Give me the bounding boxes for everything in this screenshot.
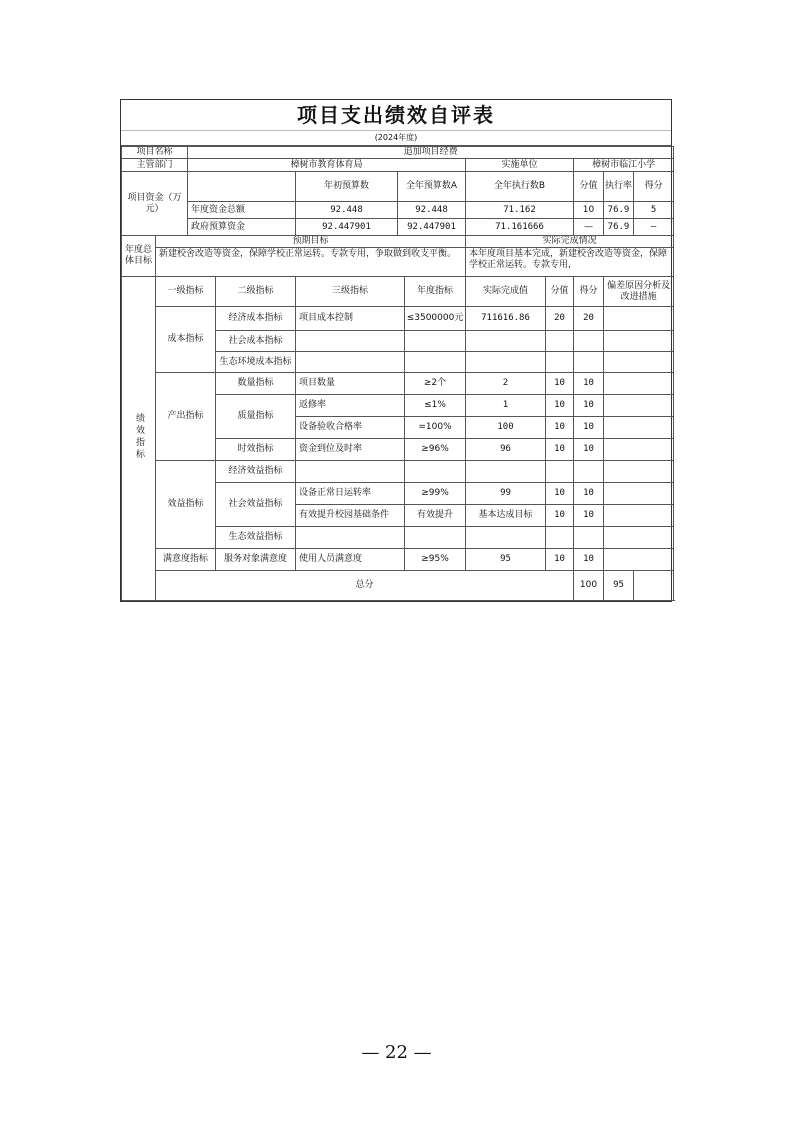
perf-l2: 服务对象满意度 bbox=[216, 549, 296, 571]
total-score: 95 bbox=[604, 571, 634, 601]
perf-score: 10 bbox=[574, 395, 604, 417]
perf-l3: 设备验收合格率 bbox=[296, 417, 405, 439]
dept-value: 樟树市教育体育局 bbox=[188, 159, 466, 172]
perf-header-value: 分值 bbox=[546, 277, 574, 307]
perf-target bbox=[405, 352, 466, 373]
fund-rate: 76.9 bbox=[604, 219, 634, 236]
perf-label-cell bbox=[122, 277, 156, 601]
perf-target: =100% bbox=[405, 417, 466, 439]
fund-header-score-value: 分值 bbox=[574, 172, 604, 202]
perf-deviation bbox=[604, 373, 674, 395]
perf-actual: 1 bbox=[466, 395, 546, 417]
perf-score bbox=[574, 352, 604, 373]
perf-l3: 项目成本控制 bbox=[296, 307, 405, 331]
perf-actual: 100 bbox=[466, 417, 546, 439]
perf-value: 10 bbox=[546, 395, 574, 417]
fund-header-rate: 执行率 bbox=[604, 172, 634, 202]
perf-actual: 2 bbox=[466, 373, 546, 395]
perf-deviation bbox=[604, 549, 674, 571]
perf-actual bbox=[466, 461, 546, 483]
perf-l1-cost: 成本指标 bbox=[156, 307, 216, 373]
perf-l2: 时效指标 bbox=[216, 439, 296, 461]
perf-header-deviation: 偏差原因分析及改进措施 bbox=[604, 277, 674, 307]
fund-header-score: 得分 bbox=[634, 172, 674, 202]
fund-header-annual: 全年预算数A bbox=[398, 172, 466, 202]
perf-actual bbox=[466, 352, 546, 373]
overall-goal-label: 年度总体目标 bbox=[122, 236, 156, 277]
perf-l1-output: 产出指标 bbox=[156, 373, 216, 461]
fund-score-value: — bbox=[574, 219, 604, 236]
total-deviation bbox=[634, 571, 674, 601]
perf-header-target: 年度指标 bbox=[405, 277, 466, 307]
perf-header-l1: 一级指标 bbox=[156, 277, 216, 307]
perf-l2: 生态环境成本指标 bbox=[216, 352, 296, 373]
fund-annual: 92.447901 bbox=[398, 219, 466, 236]
evaluation-form bbox=[120, 99, 672, 602]
perf-actual: 95 bbox=[466, 549, 546, 571]
fund-executed: 71.161666 bbox=[466, 219, 574, 236]
perf-deviation bbox=[604, 331, 674, 352]
perf-score: 10 bbox=[574, 505, 604, 527]
perf-value: 10 bbox=[546, 417, 574, 439]
fund-initial: 92.447901 bbox=[296, 219, 398, 236]
perf-value bbox=[546, 331, 574, 352]
perf-deviation bbox=[604, 307, 674, 331]
fund-row-label: 年度资金总额 bbox=[188, 202, 296, 219]
perf-target bbox=[405, 461, 466, 483]
perf-l3: 资金到位及时率 bbox=[296, 439, 405, 461]
perf-deviation bbox=[604, 505, 674, 527]
fund-score: 5 bbox=[634, 202, 674, 219]
perf-score: 10 bbox=[574, 483, 604, 505]
perf-target: 有效提升 bbox=[405, 505, 466, 527]
perf-l3: 项目数量 bbox=[296, 373, 405, 395]
project-name-label: 项目名称 bbox=[122, 147, 188, 159]
perf-l2: 社会效益指标 bbox=[216, 483, 296, 527]
perf-l2: 生态效益指标 bbox=[216, 527, 296, 549]
perf-value: 20 bbox=[546, 307, 574, 331]
fund-initial: 92.448 bbox=[296, 202, 398, 219]
perf-l3 bbox=[296, 527, 405, 549]
impl-unit-label: 实施单位 bbox=[466, 159, 574, 172]
perf-deviation bbox=[604, 352, 674, 373]
perf-l3: 返修率 bbox=[296, 395, 405, 417]
perf-actual: 711616.86 bbox=[466, 307, 546, 331]
perf-l3 bbox=[296, 352, 405, 373]
fund-annual: 92.448 bbox=[398, 202, 466, 219]
perf-header-l2: 二级指标 bbox=[216, 277, 296, 307]
perf-score: 10 bbox=[574, 373, 604, 395]
perf-label: 绩效指标 bbox=[134, 412, 144, 461]
perf-actual: 基本达成目标 bbox=[466, 505, 546, 527]
fund-row-label: 政府预算资金 bbox=[188, 219, 296, 236]
fund-score-value: 10 bbox=[574, 202, 604, 219]
perf-actual: 99 bbox=[466, 483, 546, 505]
perf-score: 10 bbox=[574, 549, 604, 571]
perf-score: 10 bbox=[574, 439, 604, 461]
perf-l2: 质量指标 bbox=[216, 395, 296, 439]
perf-target: ≥2个 bbox=[405, 373, 466, 395]
perf-deviation bbox=[604, 439, 674, 461]
perf-l3: 设备正常日运转率 bbox=[296, 483, 405, 505]
fund-empty-header bbox=[188, 172, 296, 202]
perf-score: 10 bbox=[574, 417, 604, 439]
perf-score: 20 bbox=[574, 307, 604, 331]
evaluation-table bbox=[121, 146, 674, 601]
fund-header-initial: 年初预算数 bbox=[296, 172, 398, 202]
page-number: — 22 — bbox=[361, 1042, 432, 1063]
perf-target bbox=[405, 331, 466, 352]
perf-target: ≤3500000元 bbox=[405, 307, 466, 331]
actual-result-header: 实际完成情况 bbox=[466, 236, 674, 248]
perf-header-score: 得分 bbox=[574, 277, 604, 307]
perf-value: 10 bbox=[546, 439, 574, 461]
perf-target: ≥95% bbox=[405, 549, 466, 571]
perf-value: 10 bbox=[546, 483, 574, 505]
perf-actual bbox=[466, 527, 546, 549]
perf-deviation bbox=[604, 461, 674, 483]
expected-goal-header: 预期目标 bbox=[156, 236, 466, 248]
perf-score bbox=[574, 527, 604, 549]
form-title: 项目支出绩效自评表 bbox=[121, 100, 671, 131]
perf-actual: 96 bbox=[466, 439, 546, 461]
fund-score: — bbox=[634, 219, 674, 236]
perf-header-l3: 三级指标 bbox=[296, 277, 405, 307]
perf-l2: 社会成本指标 bbox=[216, 331, 296, 352]
perf-value: 10 bbox=[546, 373, 574, 395]
perf-score bbox=[574, 461, 604, 483]
fund-header-executed: 全年执行数B bbox=[466, 172, 574, 202]
perf-value: 10 bbox=[546, 549, 574, 571]
perf-l1-satisfaction: 满意度指标 bbox=[156, 549, 216, 571]
perf-l2: 经济效益指标 bbox=[216, 461, 296, 483]
perf-l3: 有效提升校园基础条件 bbox=[296, 505, 405, 527]
perf-deviation bbox=[604, 417, 674, 439]
form-year: (2024年度) bbox=[121, 131, 671, 146]
dept-label: 主管部门 bbox=[122, 159, 188, 172]
total-value: 100 bbox=[574, 571, 604, 601]
total-label: 总分 bbox=[156, 571, 574, 601]
perf-deviation bbox=[604, 395, 674, 417]
perf-score bbox=[574, 331, 604, 352]
perf-l2: 经济成本指标 bbox=[216, 307, 296, 331]
fund-rate: 76.9 bbox=[604, 202, 634, 219]
expected-goal-text: 新建校舍改造等资金，保障学校正常运转。专款专用，争取做到收支平衡。 bbox=[156, 248, 466, 277]
perf-header-actual: 实际完成值 bbox=[466, 277, 546, 307]
perf-l1-benefit: 效益指标 bbox=[156, 461, 216, 549]
perf-l3: 使用人员满意度 bbox=[296, 549, 405, 571]
perf-target: ≥96% bbox=[405, 439, 466, 461]
fund-executed: 71.162 bbox=[466, 202, 574, 219]
actual-result-text: 本年度项目基本完成，新建校舍改造等资金，保障学校正常运转。专款专用， bbox=[466, 248, 674, 277]
perf-target bbox=[405, 527, 466, 549]
perf-target: ≤1% bbox=[405, 395, 466, 417]
perf-value bbox=[546, 352, 574, 373]
perf-l2: 数量指标 bbox=[216, 373, 296, 395]
project-name-value: 追加项目经费 bbox=[188, 147, 674, 159]
perf-actual bbox=[466, 331, 546, 352]
perf-value: 10 bbox=[546, 505, 574, 527]
perf-deviation bbox=[604, 527, 674, 549]
perf-deviation bbox=[604, 483, 674, 505]
perf-l3 bbox=[296, 461, 405, 483]
perf-value bbox=[546, 527, 574, 549]
perf-l3 bbox=[296, 331, 405, 352]
perf-target: ≥99% bbox=[405, 483, 466, 505]
perf-value bbox=[546, 461, 574, 483]
impl-unit-value: 樟树市临江小学 bbox=[574, 159, 674, 172]
fund-label: 项目资金（万元） bbox=[122, 172, 188, 236]
